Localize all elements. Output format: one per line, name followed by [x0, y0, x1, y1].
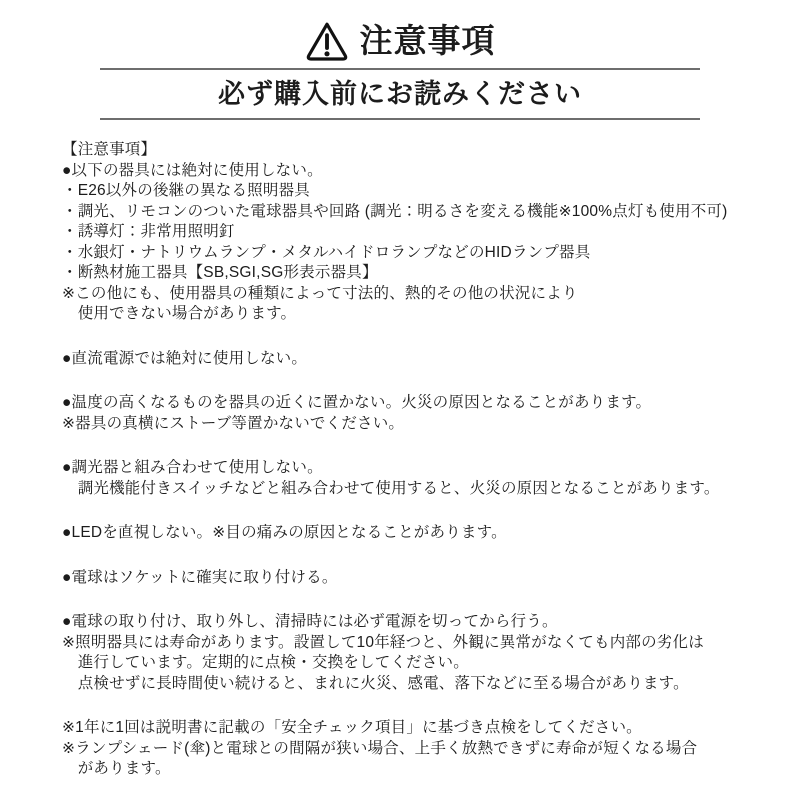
notice-line: ・調光、リモコンのついた電球器具や回路 (調光：明るさを変える機能※100%点灯も使用不可)	[62, 202, 728, 220]
notice-line: があります。	[62, 760, 171, 777]
notice-section	[62, 718, 772, 780]
notice-line: ●調光器と組み合わせて使用しない。	[62, 459, 323, 476]
notice-body	[0, 120, 800, 780]
notice-line: 調光機能付きスイッチなどと組み合わせて使用すると、火災の原因となることがあります。	[62, 479, 720, 497]
notice-line: ●電球の取り付け、取り外し、清掃時には必ず電源を切ってから行う。	[62, 613, 558, 630]
notice-line: ※1年に1回は説明書に記載の「安全チェック項目」に基づき点検をしてください。	[62, 719, 642, 736]
notice-section	[62, 523, 772, 544]
page-header	[0, 0, 800, 68]
notice-section	[62, 393, 772, 434]
notice-line: ※器具の真横にストーブ等置かないでください。	[62, 414, 405, 432]
notice-line: ・E26以外の後継の異なる照明器具	[62, 182, 310, 199]
notice-line: ●以下の器具には絶対に使用しない。	[62, 161, 323, 179]
notice-line: ※ランプシェード(傘)と電球との間隔が狭い場合、上手く放熱できずに寿命が短くなる場合	[62, 739, 698, 757]
notice-line: ●LEDを直視しない。※目の痛みの原因となることがあります。	[62, 524, 507, 541]
page-title: 注意事項	[359, 22, 496, 59]
notice-line: ・誘導灯：非常用照明釘	[62, 223, 235, 240]
notice-line: ●直流電源では絶対に使用しない。	[62, 349, 308, 367]
notice-line: 点検せずに長時間使い続けると、まれに火災、感電、落下などに至る場合があります。	[62, 674, 689, 692]
notice-section	[62, 349, 772, 370]
notice-line: ※この他にも、使用器具の種類によって寸法的、熱的その他の状況により	[62, 284, 578, 302]
notice-line: ・水銀灯・ナトリウムランプ・メタルハイドロランプなどのHIDランプ器具	[62, 243, 591, 261]
notice-line: ・断熱材施工器具【SB,SGI,SG形表示器具】	[62, 264, 378, 281]
notice-section	[62, 568, 772, 589]
notice-line: ※照明器具には寿命があります。設置して10年経つと、外観に異常がなくても内部の劣化は	[62, 633, 704, 651]
notice-section	[62, 612, 772, 694]
notice-section	[62, 140, 772, 325]
warning-triangle-icon	[305, 20, 349, 61]
notice-line: 使用できない場合があります。	[62, 305, 297, 322]
notice-line: ●電球はソケットに確実に取り付ける。	[62, 568, 338, 586]
page-subtitle: 必ず購入前にお読みください	[218, 79, 582, 109]
notice-line: ●温度の高くなるものを器具の近くに置かない。火災の原因となることがあります。	[62, 394, 652, 411]
notice-line: 進行しています。定期的に点検・交換をしてください。	[62, 654, 469, 671]
notice-line: 【注意事項】	[62, 141, 157, 158]
notice-section	[62, 458, 772, 499]
